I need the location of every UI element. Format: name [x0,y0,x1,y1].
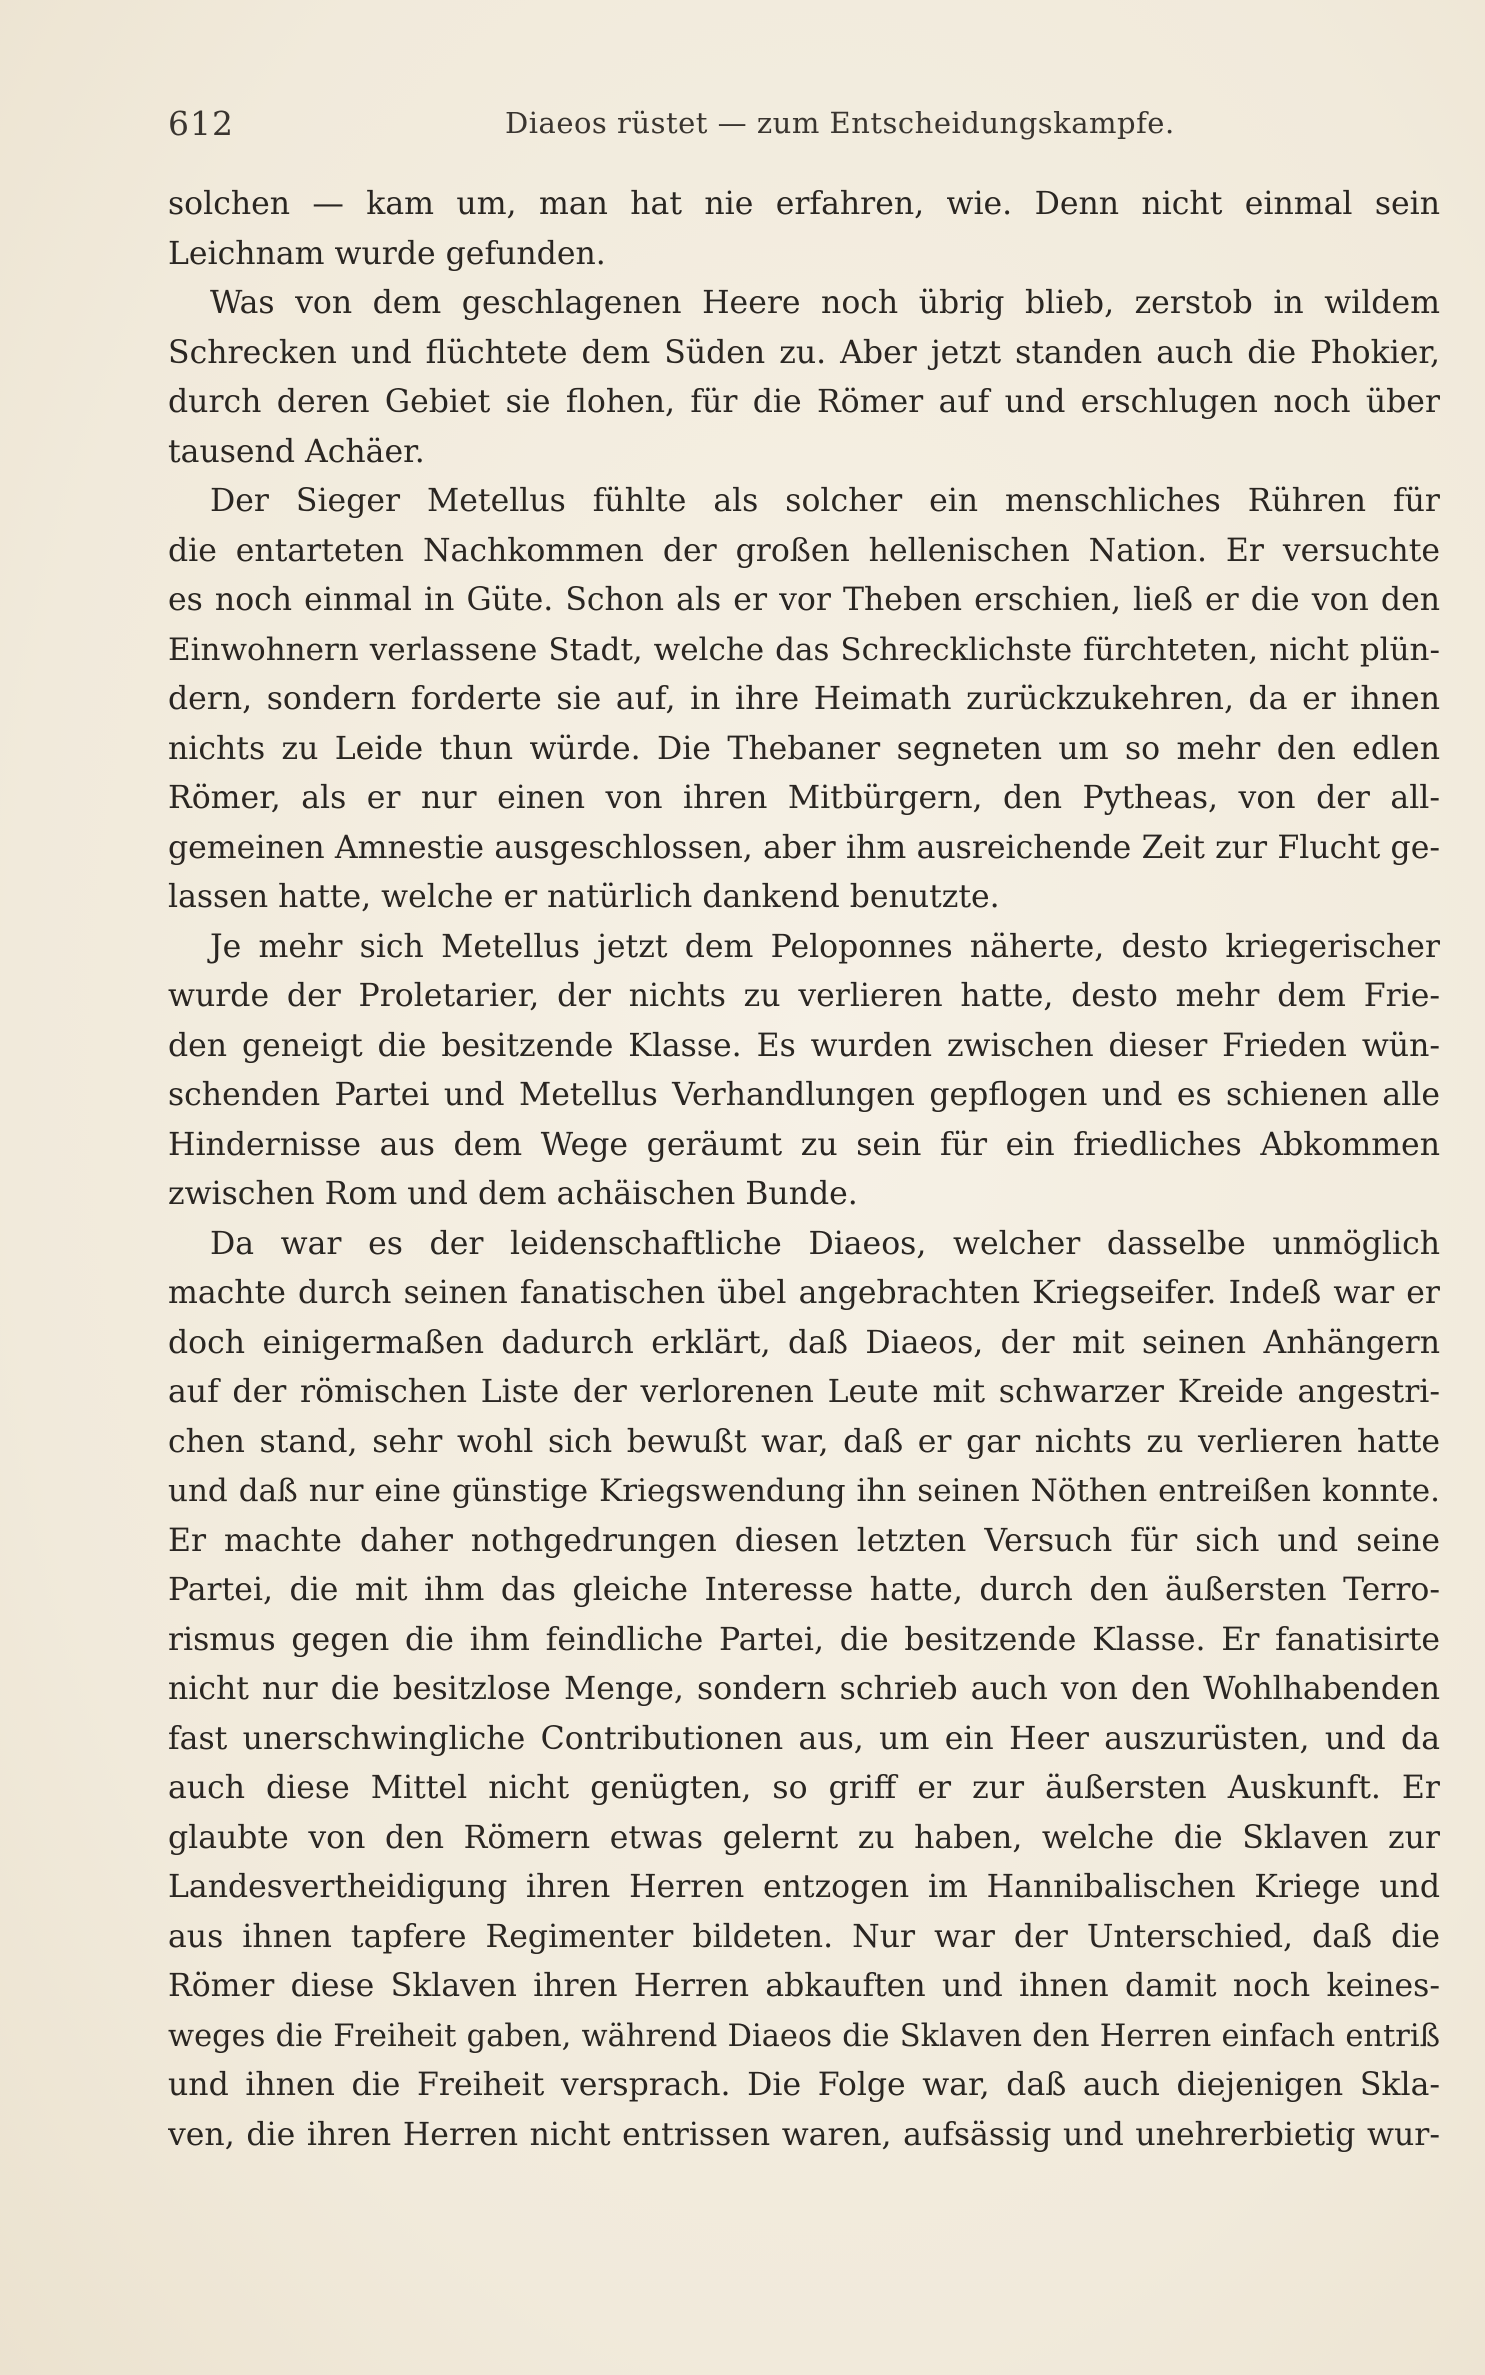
text-line: Partei, die mit ihm das gleiche Interesse hatte, durch den äußersten Terro- [168,1572,1440,1608]
text-line: gemeinen Amnestie ausgeschlossen, aber ihm ausreichende Zeit zur Flucht ge- [168,829,1440,866]
text-line: Römer diese Sklaven ihren Herren abkauften und ihnen damit noch keines- [168,1968,1440,2004]
text-line: wurde der Proletarier, der nichts zu verlieren hatte, desto mehr dem Frie- [168,978,1440,1014]
text-line: dern, sondern forderte sie auf, in ihre Heimath zurückzukehren, da er ihnen [168,681,1440,717]
text-line: solchen — kam um, man hat nie erfahren, wie. Denn nicht einmal sein [168,186,1440,222]
text-line: Hindernisse aus dem Wege geräumt zu sein für ein friedliches Abkommen [168,1126,1440,1163]
text-line: chen stand, sehr wohl sich bewußt war, daß er gar nichts zu verlieren hatte [168,1423,1440,1460]
text-line: und daß nur eine günstige Kriegswendung ihn seinen Nöthen entreißen konnte. [168,1473,1440,1509]
text-line: Einwohnern verlassene Stadt, welche das Schrecklichste fürchteten, nicht plün- [168,631,1440,668]
running-title: Diaeos rüstet — zum Entscheidungskampfe. [505,106,1175,140]
text-line: die entarteten Nachkommen der großen hellenischen Nation. Er versuchte [168,532,1440,569]
text-line: nichts zu Leide thun würde. Die Thebaner segneten um so mehr den edlen [168,730,1440,767]
text-line: Je mehr sich Metellus jetzt dem Peloponnes näherte, desto kriegerischer [210,928,1440,965]
text-line: Der Sieger Metellus fühlte als solcher ein menschliches Rühren für [210,483,1440,519]
page-number: 612 [168,104,234,143]
text-line: fast unerschwingliche Contributionen aus, um ein Heer auszurüsten, und da [168,1720,1440,1757]
text-line: schenden Partei und Metellus Verhandlungen gepflogen und es schienen alle [168,1077,1440,1113]
text-line: doch einigermaßen dadurch erklärt, daß Diaeos, der mit seinen Anhängern [168,1324,1440,1361]
text-line: lassen hatte, welche er natürlich dankend benutzte. [168,879,1000,915]
text-line: tausend Achäer. [168,433,425,470]
text-line: auf der römischen Liste der verlorenen Leute mit schwarzer Kreide angestri- [168,1374,1440,1410]
text-line: Römer, als er nur einen von ihren Mitbürgern, den Pytheas, von der all- [168,780,1440,816]
text-line: zwischen Rom und dem achäischen Bunde. [168,1176,858,1212]
text-line: Landesvertheidigung ihren Herren entzogen im Hannibalischen Kriege und [168,1869,1440,1905]
text-line: Leichnam wurde gefunden. [168,235,606,272]
text-line: nicht nur die besitzlose Menge, sondern schrieb auch von den Wohlhabenden [168,1671,1440,1707]
text-line: weges die Freiheit gaben, während Diaeos die Sklaven den Herren einfach entriß [168,2018,1440,2054]
text-line: und ihnen die Freiheit versprach. Die Folge war, daß auch diejenigen Skla- [168,2067,1440,2103]
body-text [168,180,1440,2160]
text-line: den geneigt die besitzende Klasse. Es wurden zwischen dieser Frieden wün- [168,1027,1440,1064]
text-line: Schrecken und flüchtete dem Süden zu. Aber jetzt standen auch die Phokier, [168,334,1440,371]
text-line: glaubte von den Römern etwas gelernt zu haben, welche die Sklaven zur [168,1819,1440,1856]
text-line: machte durch seinen fanatischen übel angebrachten Kriegseifer. Indeß war er [168,1275,1440,1311]
text-line: auch diese Mittel nicht genügten, so griff er zur äußersten Auskunft. Er [168,1770,1440,1806]
text-line: rismus gegen die ihm feindliche Partei, die besitzende Klasse. Er fanatisirte [168,1621,1440,1658]
text-line: ven, die ihren Herren nicht entrissen waren, aufsässig und unehrerbietig wur- [168,2116,1440,2153]
text-line: es noch einmal in Güte. Schon als er vor Theben erschien, ließ er die von den [168,582,1440,618]
text-line: Da war es der leidenschaftliche Diaeos, welcher dasselbe unmöglich [210,1225,1440,1262]
text-line: Er machte daher nothgedrungen diesen letzten Versuch für sich und seine [168,1522,1440,1559]
text-line: durch deren Gebiet sie flohen, für die Römer auf und erschlugen noch über [168,384,1440,420]
text-line: Was von dem geschlagenen Heere noch übrig blieb, zerstob in wildem [210,285,1440,321]
text-line: aus ihnen tapfere Regimenter bildeten. Nur war der Unterschied, daß die [168,1918,1440,1955]
